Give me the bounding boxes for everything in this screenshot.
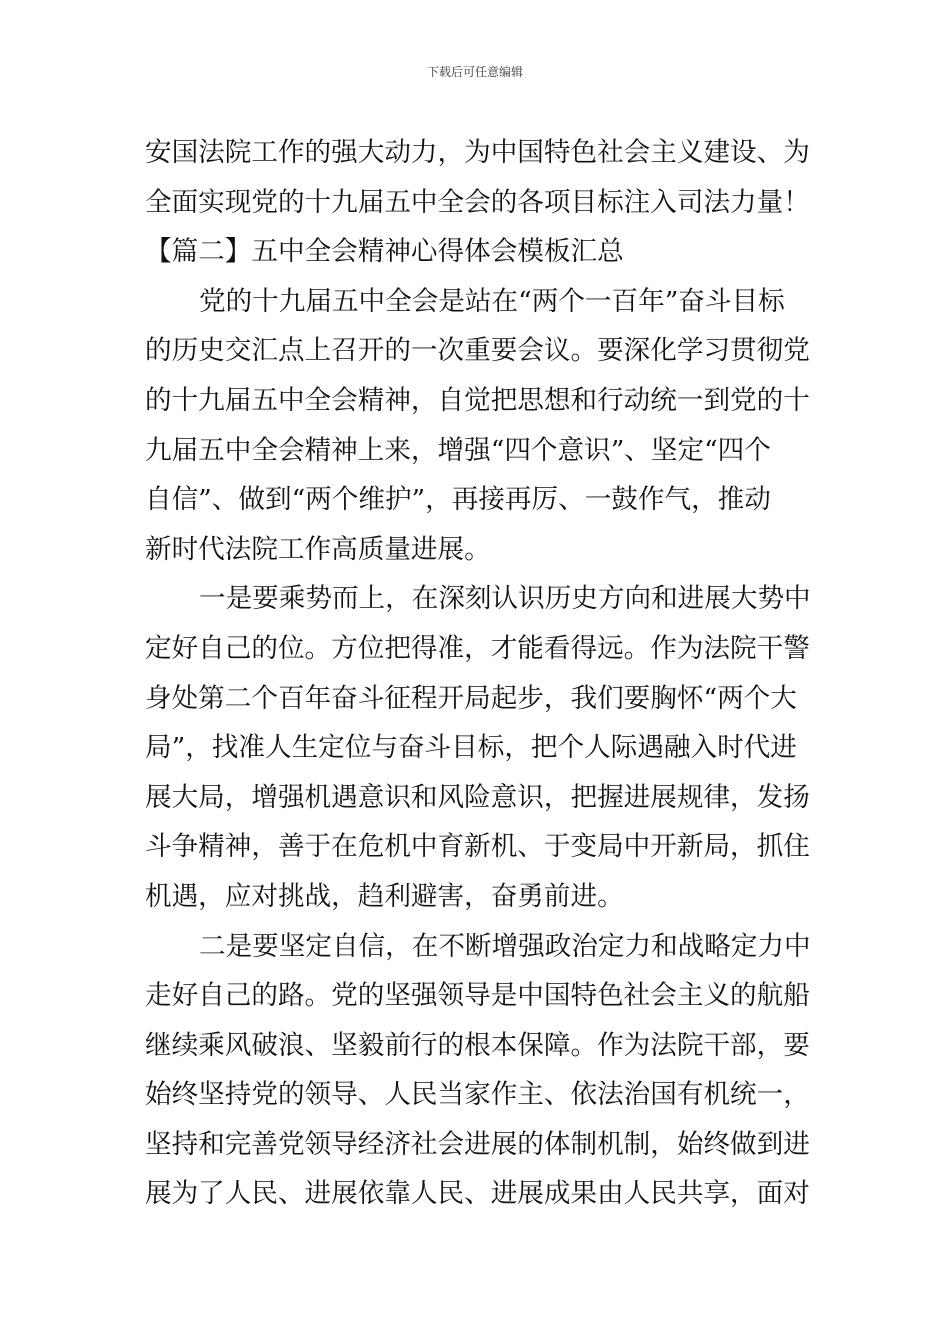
- text-line: 展大局，增强机遇意识和风险意识，把握进展规律，发扬: [145, 781, 810, 813]
- text-line: 安国法院工作的强大动力，为中国特色社会主义建设、为: [145, 137, 810, 168]
- text-line: 的十九届五中全会精神，自觉把思想和行动统一到党的十: [145, 384, 810, 416]
- paragraph-start: 二是要坚定自信，在不断增强政治定力和战略定力中: [199, 930, 811, 962]
- text-line: 九届五中全会精神上来，增强“四个意识”、坚定“四个: [145, 434, 771, 466]
- text-line: 继续乘风破浪、坚毅前行的根本保障。作为法院干部，要: [145, 1029, 810, 1061]
- text-line: 展为了人民、进展依靠人民、进展成果由人民共享，面对: [145, 1178, 810, 1210]
- text-line: 机遇，应对挑战，趋利避害，奋勇前进。: [145, 880, 624, 912]
- text-line: 新时代法院工作高质量进展。: [145, 533, 491, 565]
- text-line: 定好自己的位。方位把得准，才能看得远。作为法院干警: [145, 632, 810, 664]
- text-line: 斗争精神，善于在危机中育新机、于变局中开新局，抓住: [145, 831, 810, 863]
- paragraph-start: 一是要乘势而上，在深刻认识历史方向和进展大势中: [199, 583, 811, 615]
- paragraph-start: 党的十九届五中全会是站在“两个一百年”奋斗目标: [199, 285, 785, 317]
- section-heading: 【篇二】五中全会精神心得体会模板汇总: [145, 236, 624, 268]
- text-line: 坚持和完善党领导经济社会进展的体制机制，始终做到进: [145, 1128, 810, 1160]
- document-body: [145, 128, 810, 1219]
- text-line: 的历史交汇点上召开的一次重要会议。要深化学习贯彻党: [145, 335, 810, 367]
- text-line: 走好自己的路。党的坚强领导是中国特色社会主义的航船: [145, 980, 810, 1012]
- text-line: 始终坚持党的领导、人民当家作主、依法治国有机统一，: [145, 1079, 810, 1111]
- text-line: 全面实现党的十九届五中全会的各项目标注入司法力量！: [145, 186, 810, 218]
- text-line: 局”，找准人生定位与奋斗目标，把个人际遇融入时代进: [145, 732, 797, 764]
- text-line: 身处第二个百年奋斗征程开局起步，我们要胸怀“两个大: [145, 682, 797, 714]
- page-header: 下载后可任意编辑: [426, 65, 523, 79]
- text-line: 自信”、做到“两个维护”，再接再厉、一鼓作气，推动: [145, 484, 771, 516]
